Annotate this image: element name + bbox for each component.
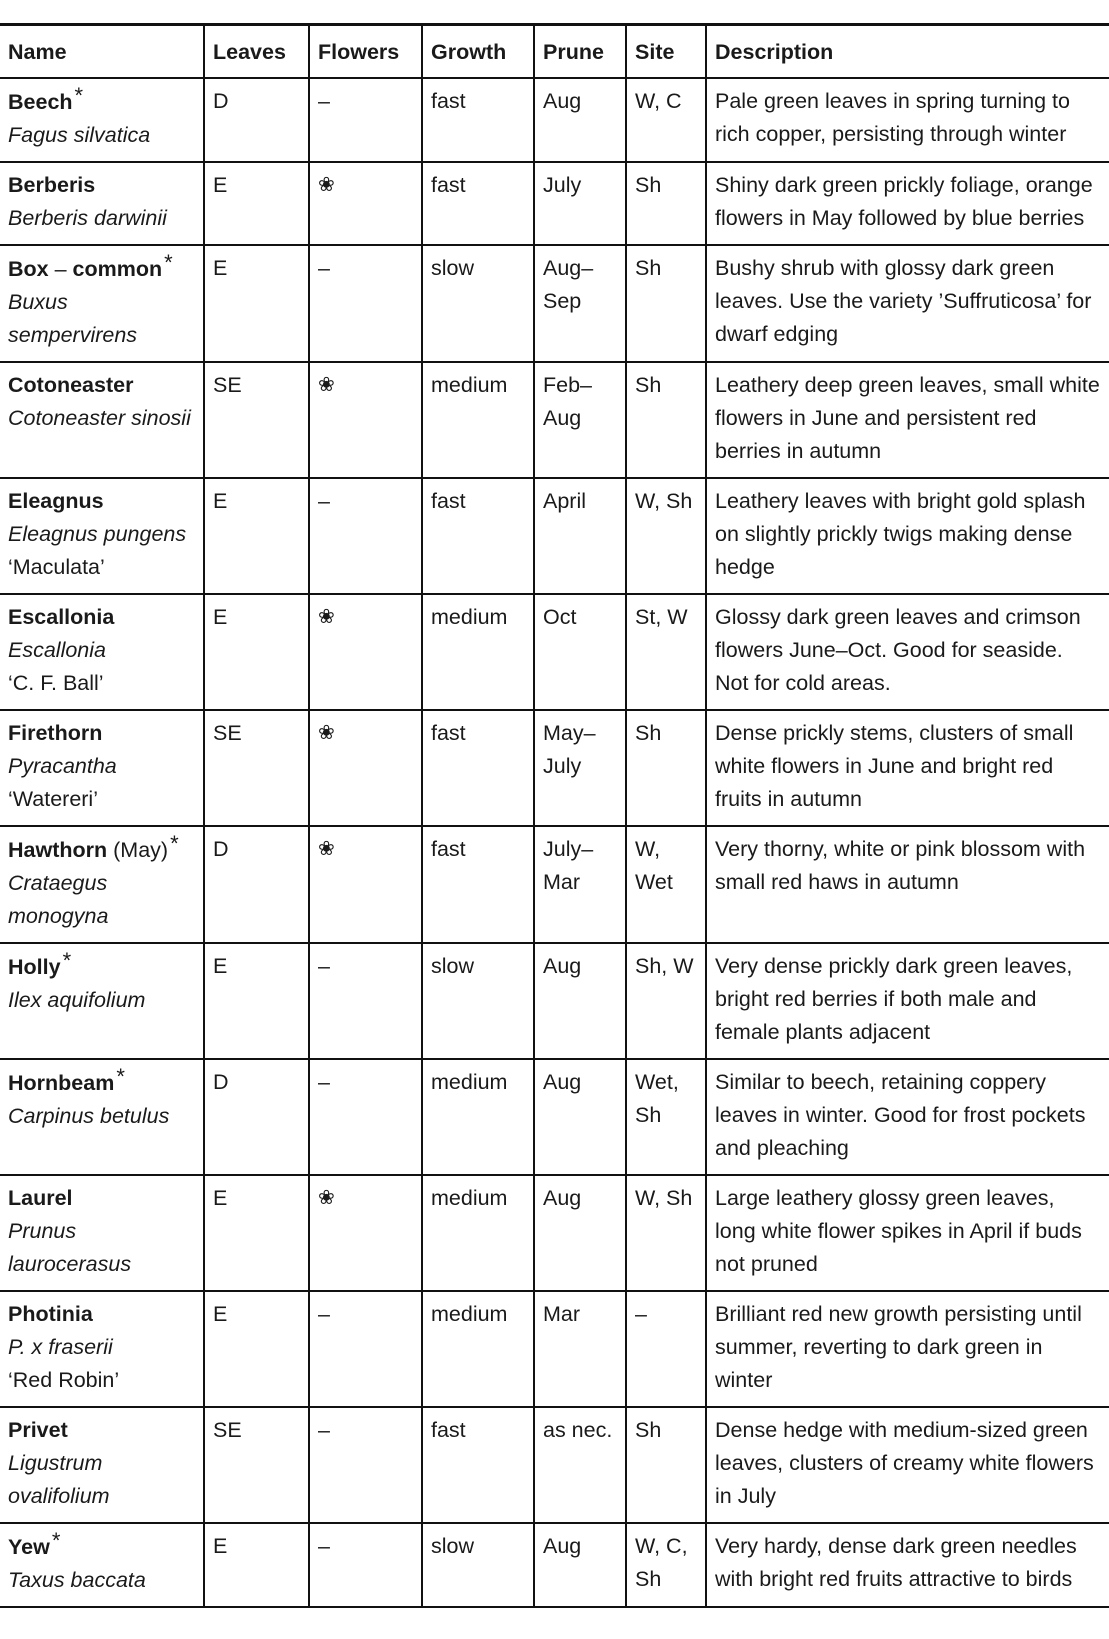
common-name: [8, 1528, 61, 1559]
table-row: [0, 826, 1109, 943]
common-name: [8, 605, 114, 629]
flower-icon: ❀: [309, 1175, 422, 1291]
latin-name: Escallonia: [8, 638, 106, 662]
growth-cell: medium: [422, 362, 534, 478]
table-row: [0, 1407, 1109, 1523]
name-cell: [0, 1059, 204, 1175]
site-cell: Sh, W: [626, 943, 706, 1059]
cultivar-name: ‘C. F. Ball’: [8, 671, 104, 695]
leaves-cell: E: [204, 245, 309, 362]
site-cell: Sh: [626, 362, 706, 478]
site-cell: Sh: [626, 710, 706, 826]
flowers-cell: –: [309, 478, 422, 594]
description-cell: Dense hedge with medium-sized green leaves, clusters of creamy white flowers in July: [706, 1407, 1109, 1523]
name-cell: [0, 162, 204, 245]
header-leaves: Leaves: [204, 25, 309, 79]
common-name-text: Hornbeam: [8, 1071, 115, 1095]
common-name: [8, 1418, 68, 1442]
latin-name: Carpinus betulus: [8, 1104, 170, 1128]
description-cell: Large leathery glossy green leaves, long white flower spikes in April if buds not pruned: [706, 1175, 1109, 1291]
growth-cell: fast: [422, 478, 534, 594]
growth-cell: fast: [422, 826, 534, 943]
hedge-star-marker: *: [116, 1064, 125, 1089]
description-cell: Pale green leaves in spring turning to rich copper, persisting through winter: [706, 78, 1109, 162]
cultivar-name: ‘Watereri’: [8, 787, 98, 811]
growth-cell: fast: [422, 162, 534, 245]
latin-name: Ilex aquifolium: [8, 988, 146, 1012]
leaves-cell: D: [204, 826, 309, 943]
common-name: [8, 1186, 73, 1210]
common-name-text: Holly: [8, 955, 61, 979]
prune-cell: Aug: [534, 943, 626, 1059]
common-name-text: Berberis: [8, 173, 96, 197]
common-name-text: Cotoneaster: [8, 373, 134, 397]
table-header-row: [0, 25, 1109, 79]
name-cell: [0, 826, 204, 943]
site-cell: St, W: [626, 594, 706, 710]
site-cell: Sh: [626, 1407, 706, 1523]
flowers-cell: –: [309, 245, 422, 362]
flower-icon: ❀: [309, 826, 422, 943]
common-name: [8, 1064, 125, 1095]
leaves-cell: SE: [204, 1407, 309, 1523]
common-name: [8, 250, 173, 281]
flower-icon: ❀: [309, 710, 422, 826]
site-cell: W, Sh: [626, 1175, 706, 1291]
name-cell: [0, 362, 204, 478]
hedge-plant-table: [0, 23, 1109, 1608]
growth-cell: fast: [422, 78, 534, 162]
growth-cell: fast: [422, 1407, 534, 1523]
table-row: [0, 1059, 1109, 1175]
prune-cell: July: [534, 162, 626, 245]
common-name-text: Box: [8, 257, 49, 281]
latin-name: Pyracantha: [8, 754, 117, 778]
flowers-cell: –: [309, 1059, 422, 1175]
table-row: [0, 245, 1109, 362]
flowers-cell: –: [309, 1407, 422, 1523]
hedge-star-marker: *: [62, 948, 72, 973]
header-growth: Growth: [422, 25, 534, 79]
growth-cell: slow: [422, 943, 534, 1059]
description-cell: Glossy dark green leaves and crimson flowers June–Oct. Good for seaside. Not for cold areas.: [706, 594, 1109, 710]
common-name-text: Beech: [8, 90, 73, 114]
latin-name: Eleagnus pungens: [8, 522, 187, 546]
leaves-cell: D: [204, 1059, 309, 1175]
prune-cell: Aug: [534, 1059, 626, 1175]
description-cell: Very dense prickly dark green leaves, bright red berries if both male and female plants adjacent: [706, 943, 1109, 1059]
site-cell: Wet, Sh: [626, 1059, 706, 1175]
common-name: [8, 721, 102, 745]
name-cell: [0, 943, 204, 1059]
hedge-star-marker: *: [164, 250, 173, 275]
common-name-text: Hawthorn: [8, 838, 108, 862]
common-name-suffix: common: [72, 257, 163, 281]
growth-cell: medium: [422, 1291, 534, 1407]
growth-cell: slow: [422, 245, 534, 362]
prune-cell: Feb–Aug: [534, 362, 626, 478]
common-name: [8, 83, 84, 114]
leaves-cell: SE: [204, 362, 309, 478]
name-cell: [0, 1407, 204, 1523]
table-row: [0, 943, 1109, 1059]
flowers-cell: –: [309, 1291, 422, 1407]
table-row: [0, 594, 1109, 710]
prune-cell: July–Mar: [534, 826, 626, 943]
flowers-cell: –: [309, 1523, 422, 1607]
header-prune: Prune: [534, 25, 626, 79]
site-cell: –: [626, 1291, 706, 1407]
prune-cell: Aug: [534, 1175, 626, 1291]
description-cell: Very thorny, white or pink blossom with small red haws in autumn: [706, 826, 1109, 943]
site-cell: W, Wet: [626, 826, 706, 943]
common-name-text: Laurel: [8, 1186, 73, 1210]
leaves-cell: E: [204, 1523, 309, 1607]
leaves-cell: E: [204, 1175, 309, 1291]
common-name: [8, 173, 95, 197]
description-cell: Similar to beech, retaining coppery leaves in winter. Good for frost pockets and pleaching: [706, 1059, 1109, 1175]
leaves-cell: SE: [204, 710, 309, 826]
common-name-qualifier: (May): [113, 838, 169, 862]
latin-name: Ligustrum ovalifolium: [8, 1451, 110, 1508]
site-cell: W, C: [626, 78, 706, 162]
description-cell: Dense prickly stems, clusters of small white flowers in June and bright red fruits in autumn: [706, 710, 1109, 826]
growth-cell: slow: [422, 1523, 534, 1607]
growth-cell: medium: [422, 594, 534, 710]
name-cell: [0, 1175, 204, 1291]
latin-name: Taxus baccata: [8, 1568, 146, 1592]
common-name-text: Yew: [8, 1535, 50, 1559]
latin-name: Cotoneaster sinosii: [8, 406, 191, 430]
hedge-star-marker: *: [51, 1528, 61, 1553]
prune-cell: April: [534, 478, 626, 594]
prune-cell: Aug: [534, 78, 626, 162]
common-name-text: Photinia: [8, 1302, 93, 1326]
cultivar-name: ‘Red Robin’: [8, 1368, 120, 1392]
common-name: [8, 948, 72, 979]
common-name: [8, 373, 133, 397]
common-name-text: Firethorn: [8, 721, 103, 745]
description-cell: Very hardy, dense dark green needles with bright red fruits attractive to birds: [706, 1523, 1109, 1607]
leaves-cell: E: [204, 478, 309, 594]
name-cell: [0, 1291, 204, 1407]
header-site: Site: [626, 25, 706, 79]
header-flowers: Flowers: [309, 25, 422, 79]
common-name: [8, 831, 179, 862]
site-cell: Sh: [626, 245, 706, 362]
growth-cell: medium: [422, 1059, 534, 1175]
prune-cell: Oct: [534, 594, 626, 710]
leaves-cell: E: [204, 594, 309, 710]
flowers-cell: –: [309, 78, 422, 162]
site-cell: Sh: [626, 162, 706, 245]
name-cell: [0, 78, 204, 162]
latin-name: P. x fraserii: [8, 1335, 113, 1359]
description-cell: Shiny dark green prickly foliage, orange flowers in May followed by blue berries: [706, 162, 1109, 245]
common-name-text: Privet: [8, 1418, 68, 1442]
cultivar-name: ‘Maculata’: [8, 555, 105, 579]
prune-cell: Mar: [534, 1291, 626, 1407]
common-name: [8, 489, 104, 513]
flowers-cell: –: [309, 943, 422, 1059]
prune-cell: May–July: [534, 710, 626, 826]
site-cell: W, Sh: [626, 478, 706, 594]
leaves-cell: E: [204, 943, 309, 1059]
name-cell: [0, 1523, 204, 1607]
latin-name: Berberis darwinii: [8, 206, 167, 230]
common-name: [8, 1302, 93, 1326]
common-name-text: Eleagnus: [8, 489, 104, 513]
latin-name: Fagus silvatica: [8, 123, 151, 147]
name-dash: –: [48, 257, 73, 281]
prune-cell: Aug–Sep: [534, 245, 626, 362]
description-cell: Brilliant red new growth persisting until summer, reverting to dark green in winter: [706, 1291, 1109, 1407]
table-row: [0, 78, 1109, 162]
table-row: [0, 1523, 1109, 1607]
flower-icon: ❀: [309, 594, 422, 710]
table-row: [0, 162, 1109, 245]
hedge-star-marker: *: [74, 83, 84, 108]
name-cell: [0, 710, 204, 826]
growth-cell: fast: [422, 710, 534, 826]
site-cell: W, C, Sh: [626, 1523, 706, 1607]
hedge-star-marker: *: [170, 831, 179, 856]
name-cell: [0, 478, 204, 594]
table-row: [0, 1175, 1109, 1291]
prune-cell: Aug: [534, 1523, 626, 1607]
latin-name: Crataegus monogyna: [8, 871, 109, 928]
header-description: Description: [706, 25, 1109, 79]
description-cell: Leathery deep green leaves, small white flowers in June and persistent red berries in autumn: [706, 362, 1109, 478]
leaves-cell: D: [204, 78, 309, 162]
leaves-cell: E: [204, 162, 309, 245]
header-name: Name: [8, 40, 67, 64]
prune-cell: as nec.: [534, 1407, 626, 1523]
latin-name: Buxus sempervirens: [8, 290, 138, 347]
leaves-cell: E: [204, 1291, 309, 1407]
name-cell: [0, 594, 204, 710]
description-cell: Bushy shrub with glossy dark green leaves. Use the variety ’Suffruticosa’ for dwarf edging: [706, 245, 1109, 362]
flower-icon: ❀: [309, 162, 422, 245]
common-name-text: Escallonia: [8, 605, 115, 629]
flower-icon: ❀: [309, 362, 422, 478]
table-row: [0, 362, 1109, 478]
table-row: [0, 710, 1109, 826]
latin-name: Prunus laurocerasus: [8, 1219, 132, 1276]
table-row: [0, 478, 1109, 594]
name-cell: [0, 245, 204, 362]
growth-cell: medium: [422, 1175, 534, 1291]
table-row: [0, 1291, 1109, 1407]
description-cell: Leathery leaves with bright gold splash on slightly prickly twigs making dense hedge: [706, 478, 1109, 594]
